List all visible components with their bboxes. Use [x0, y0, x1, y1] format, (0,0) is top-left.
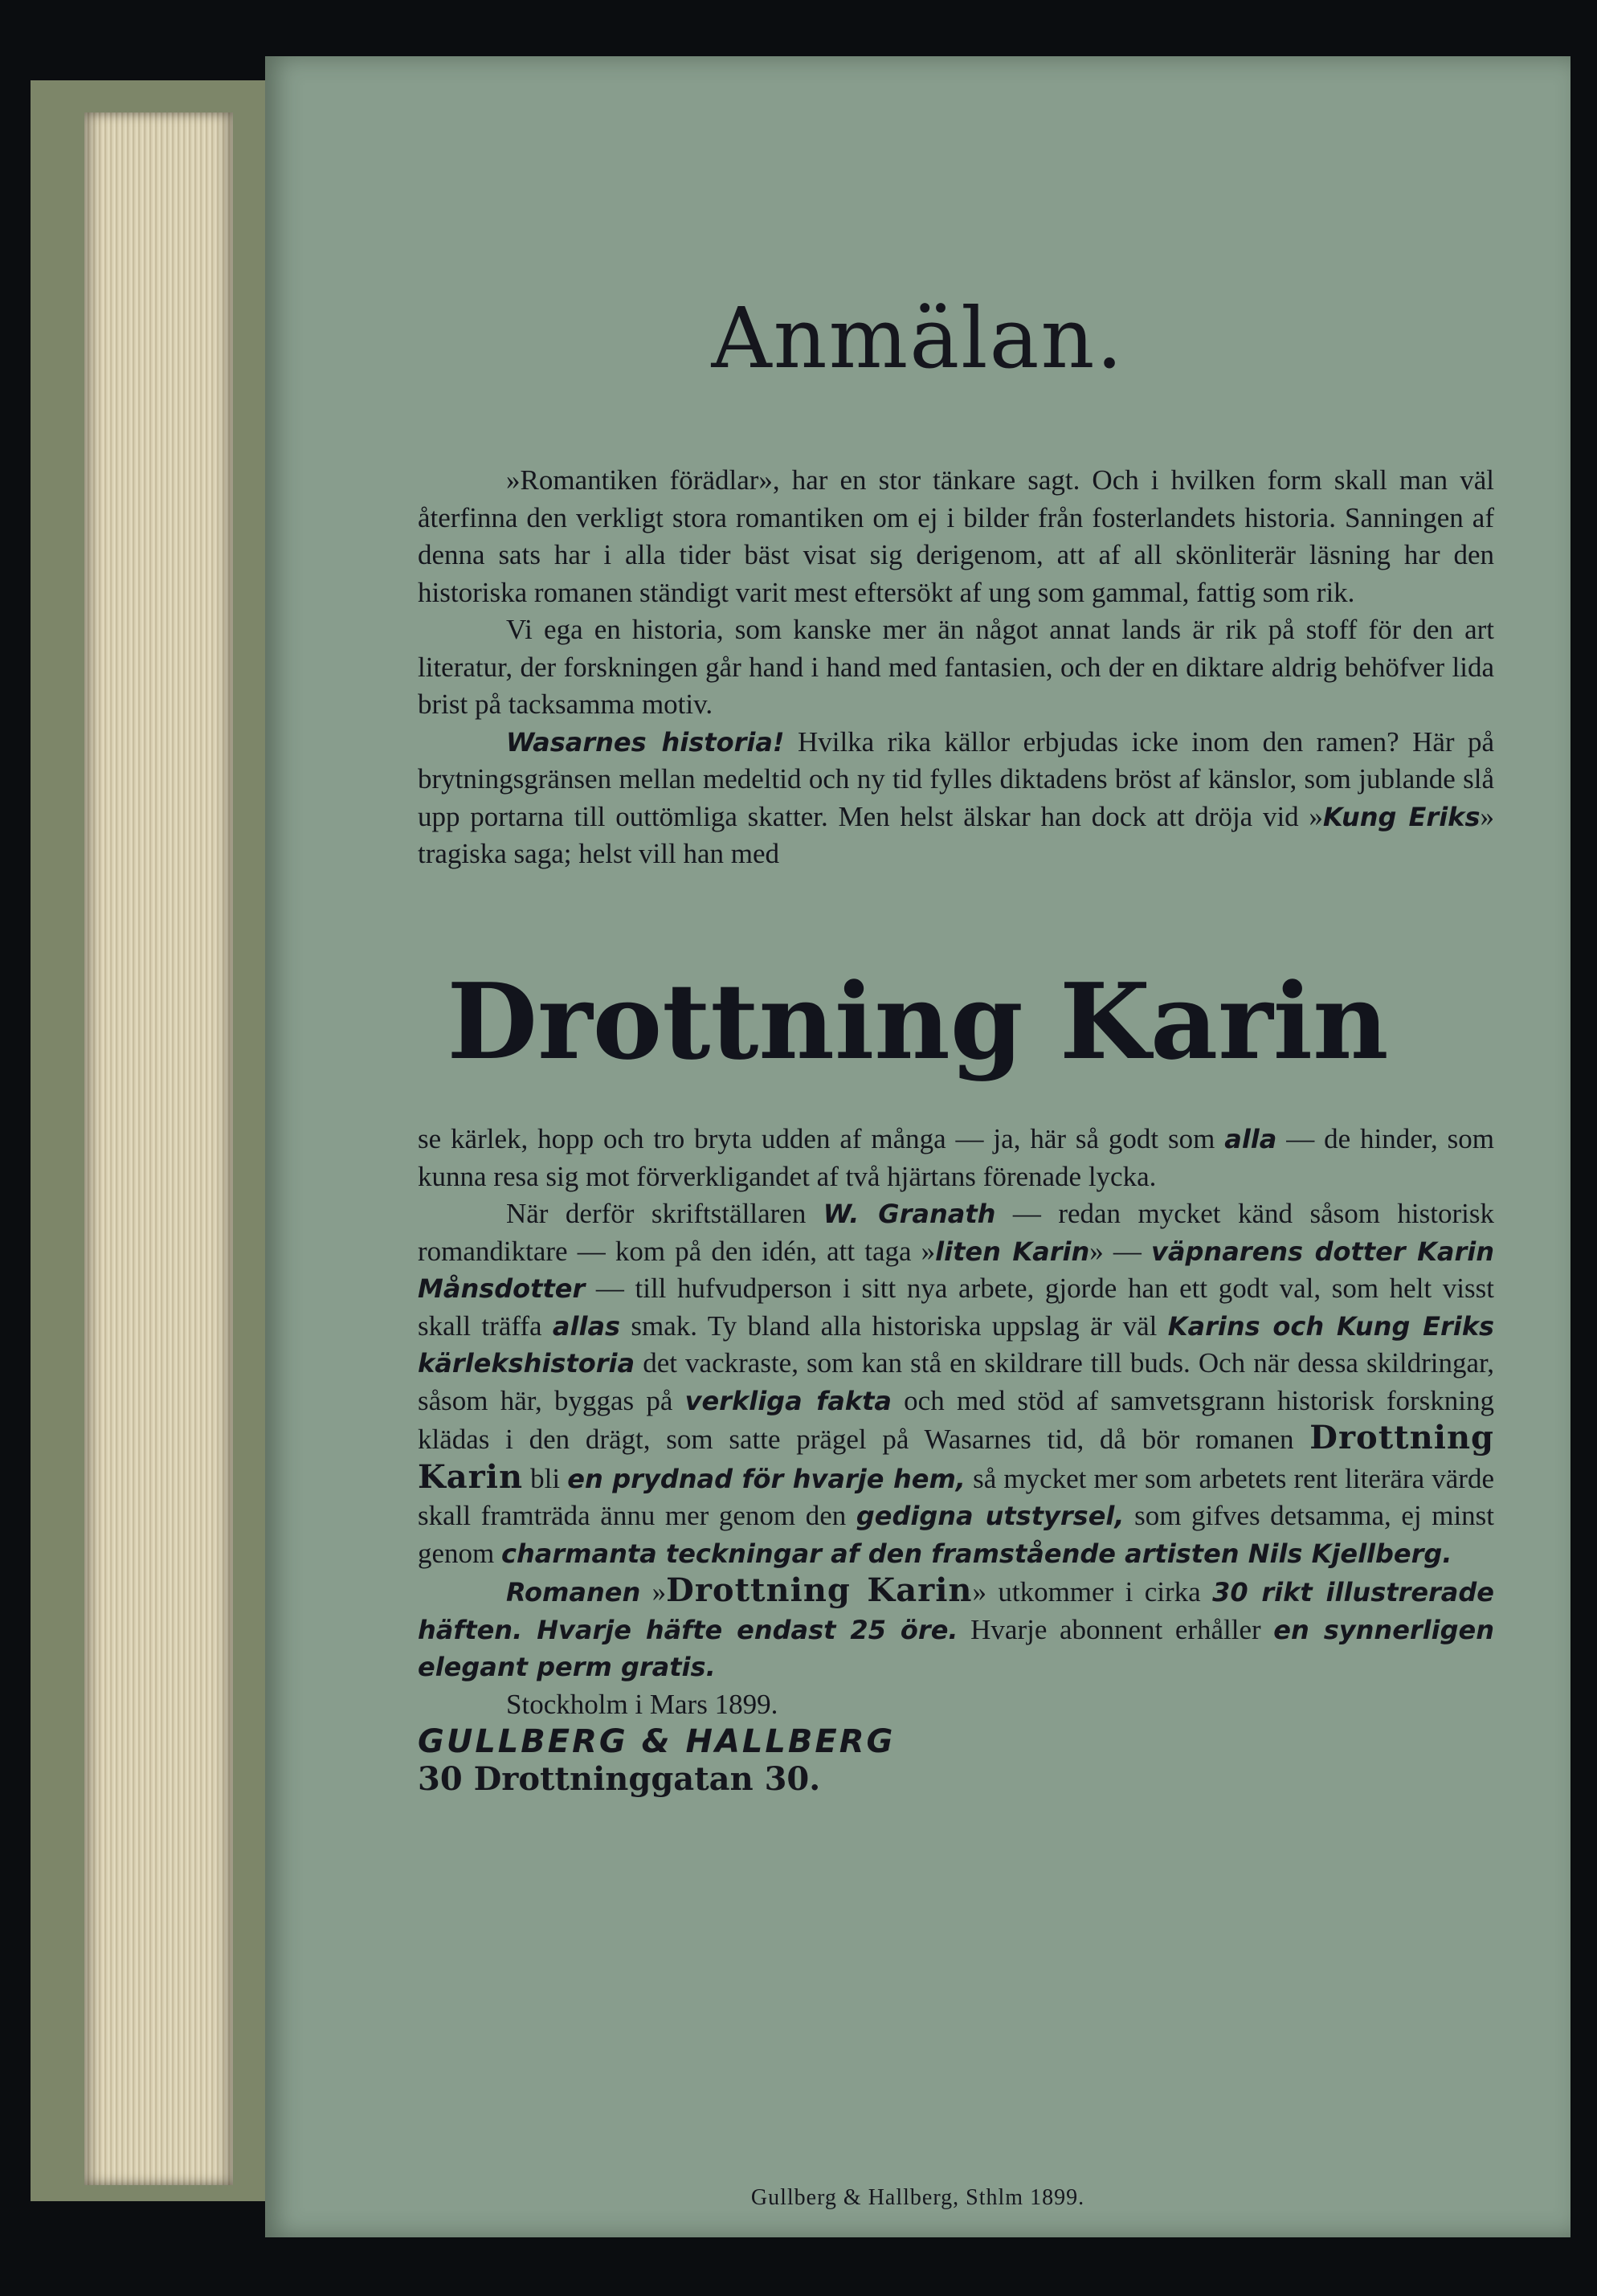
book-title-inline: Drottning Karin	[666, 1571, 973, 1609]
paragraph-granath: När derför skriftställaren W. Granath — redan mycket känd såsom historisk romandiktare — kom på den idén, att taga »liten Karin» — väpnarens dotter Karin Månsdotter — till hufvudperson i sitt nya arbete, gjorde han ett godt val, som helt visst skall träffa allas smak. Ty bland alla historiska uppslag är väl Karins och Kung Eriks kärlekshistoria det vackraste, som kan stå en skildrare till buds. Och när dessa skildringar, såsom här, byggas på verkliga fakta och med stöd af samvetsgrann historisk forskning klädas i den drägt, som satte prägel på Wasarnes tid, då bör romanen Drottning Karin bli en prydnad för hvarje hem, så mycket mer som arbetets rent literära värde skall framträda ännu mer genom den gedigna utstyrsel, som gifves detsamma, ej minst genom charmanta teckningar af den framstående artisten Nils Kjellberg.	[418, 1198, 1495, 1569]
emphasis: 30 rikt illustrerade häften. Hvarje häfte endast 25 öre.	[418, 1577, 1495, 1645]
dateline: Stockholm i Mars 1899.	[506, 1688, 778, 1720]
book-title-inline: Drottning Karin	[418, 1419, 1494, 1496]
page-title: Anmälan.	[711, 289, 1125, 387]
emphasis: en prydnad för hvarje hem,	[567, 1463, 966, 1494]
emphasis: Wasarnes historia!	[506, 726, 785, 758]
headline-title: Drottning Karin	[447, 960, 1389, 1083]
paragraph-wasarnes: Wasarnes historia! Hvilka rika källor erbjudas icke inom den ramen? Här på brytningsgränsen mellan medeltid och ny tid fylles diktadens bröst af känslor, som jublande slå upp portarna till outtömliga skatter. Men helst älskar han dock att dröja vid »Kung Eriks» tragiska saga; helst vill han med	[418, 725, 1495, 869]
emphasis: alla	[1224, 1124, 1277, 1154]
paragraph-romanen: Romanen »Drottning Karin» utkommer i cirka 30 rikt illustrerade häften. Hvarje häfte endast 25 öre. Hvarje abonnent erhåller en synnerligen elegant perm gratis.	[418, 1571, 1495, 1682]
main-text	[418, 1121, 1494, 1798]
emphasis: gedigna utstyrsel,	[856, 1501, 1125, 1531]
emphasis: allas	[552, 1310, 621, 1342]
emphasis: charmanta teckningar af den framstående artisten Nils Kjellberg.	[501, 1538, 1452, 1569]
emphasis: W. Granath	[823, 1199, 996, 1229]
emphasis: Romanen	[506, 1577, 641, 1608]
intro-text	[418, 462, 1494, 873]
paragraph-historia: Vi ega en historia, som kanske mer än något annat lands är rik på stoff för den art literatur, der forskningen går hand i hand med fantasien, och der en diktare aldrig behöfver lida brist på tacksamma motiv.	[418, 614, 1494, 720]
publisher-address: 30 Drottninggatan 30.	[418, 1759, 821, 1798]
printer-imprint: Gullberg & Hallberg, Sthlm 1899.	[750, 2185, 1085, 2210]
emphasis: liten Karin	[935, 1236, 1090, 1267]
advertisement-page	[265, 56, 1570, 2237]
book-page-block	[84, 112, 233, 2185]
emphasis: Kung Eriks	[1322, 801, 1481, 832]
emphasis: en synnerligen elegant perm gratis.	[418, 1614, 1495, 1682]
paragraph-karlek: se kärlek, hopp och tro bryta udden af många — ja, här så godt som alla — de hinder, som kunna resa sig mot förverkligandet af två hjärtans förenade lycka.	[418, 1123, 1494, 1192]
emphasis: verkliga fakta	[684, 1385, 892, 1416]
emphasis: Karins och Kung Eriks kärlekshistoria	[418, 1310, 1495, 1379]
emphasis: väpnarens dotter Karin Månsdotter	[418, 1236, 1495, 1304]
paragraph-romantiken: »Romantiken förädlar», har en stor tänkare sagt. Och i hvilken form skall man väl återfinna den verkligt stora romantiken om ej i bilder från fosterlandets historia. Sanningen af denna sats har i alla tider bäst visat sig derigenom, att af all skönliterär läsning har den historiska romanen ständigt varit mest eftersökt af ung som gammal, fattig som rik.	[418, 464, 1494, 608]
publisher-name: GULLBERG & HALLBERG	[418, 1723, 896, 1760]
